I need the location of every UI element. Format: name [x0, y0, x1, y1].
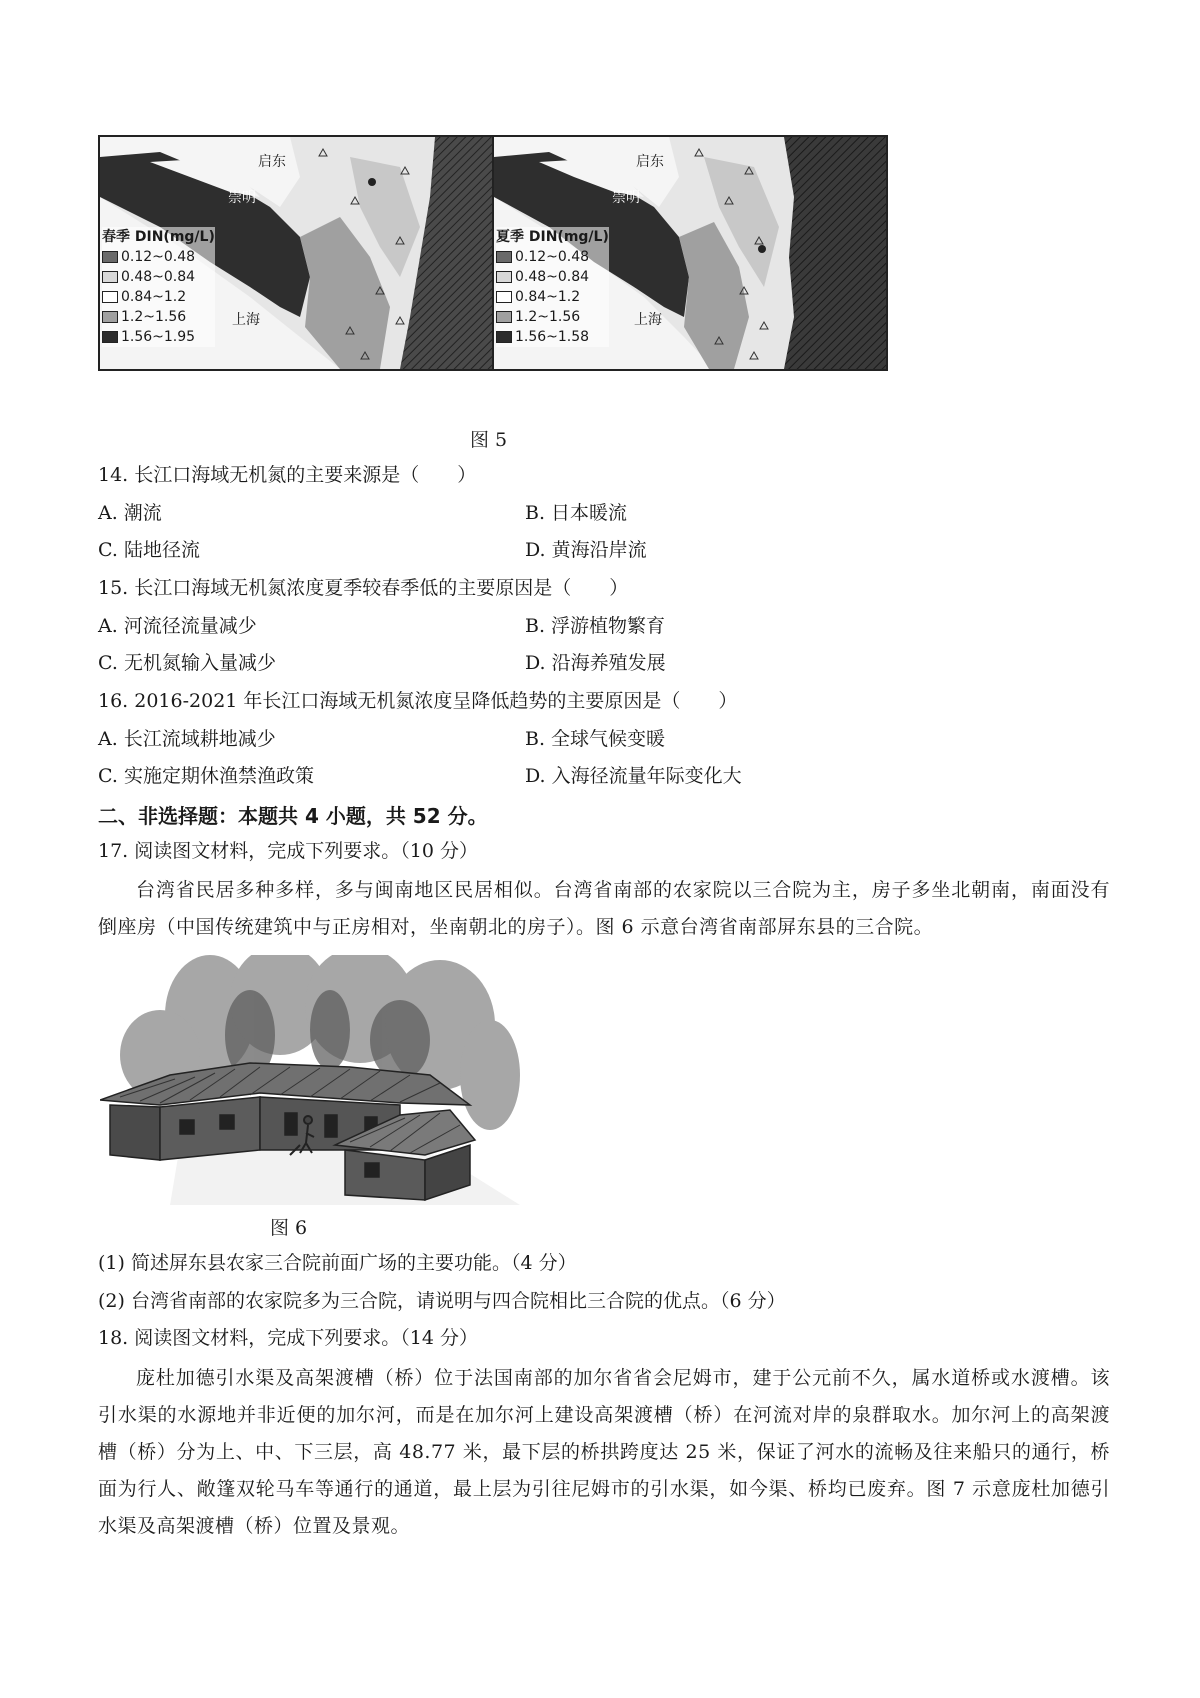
question-14-option-d: D. 黄海沿岸流 [525, 539, 647, 561]
legend-swatch [496, 311, 512, 323]
legend-swatch [102, 271, 118, 283]
question-18-title: 18. 阅读图文材料，完成下列要求。（14 分） [98, 1327, 478, 1349]
question-15-option-b: B. 浮游植物繁育 [525, 615, 666, 637]
place-qidong-summer: 启东 [636, 154, 664, 170]
legend-summer [496, 227, 609, 347]
figure-6-caption: 图 6 [270, 1217, 308, 1239]
legend-spring-item: 1.2~1.56 [102, 307, 215, 327]
legend-spring-item: 0.48~0.84 [102, 267, 215, 287]
place-qidong-spring: 启东 [258, 154, 286, 170]
figure-5-caption: 图 5 [470, 429, 508, 451]
legend-swatch [496, 291, 512, 303]
question-14-option-b: B. 日本暖流 [525, 502, 628, 524]
legend-spring-item: 0.12~0.48 [102, 247, 215, 267]
question-14-option-c: C. 陆地径流 [98, 539, 200, 561]
figure-6 [100, 955, 520, 1205]
question-16-option-b: B. 全球气候变暖 [525, 728, 666, 750]
place-shanghai-summer: 上海 [634, 312, 662, 328]
question-16-option-c: C. 实施定期休渔禁渔政策 [98, 765, 314, 787]
legend-swatch [102, 311, 118, 323]
question-14-stem: 14. 长江口海域无机氮的主要来源是（ ） [98, 464, 477, 486]
legend-summer-title: 夏季 DIN(mg/L) [496, 229, 609, 245]
legend-swatch [496, 251, 512, 263]
legend-spring-item: 0.84~1.2 [102, 287, 215, 307]
question-17-paragraph: 台湾省民居多种多样，多与闽南地区民居相似。台湾省南部的农家院以三合院为主，房子多坐北朝南，南面没有倒座房（中国传统建筑中与正房相对，坐南朝北的房子）。图 6 示意台湾省南部屏东县的三合院。 [98, 879, 1110, 938]
question-17-sub-2: (2) 台湾省南部的农家院多为三合院，请说明与四合院相比三合院的优点。（6 分） [98, 1290, 786, 1312]
question-15-option-c: C. 无机氮输入量减少 [98, 652, 276, 674]
question-15-option-d: D. 沿海养殖发展 [525, 652, 666, 674]
section-2-heading: 二、非选择题：本题共 4 小题，共 52 分。 [98, 804, 488, 828]
question-14-option-a: A. 潮流 [98, 502, 162, 524]
place-chongming-spring: 崇明 [228, 190, 256, 206]
map-summer [492, 135, 888, 371]
question-16-option-d: D. 入海径流量年际变化大 [525, 765, 742, 787]
question-15-stem: 15. 长江口海域无机氮浓度夏季较春季低的主要原因是（ ） [98, 577, 629, 599]
legend-swatch [496, 331, 512, 343]
question-17-sub-1: (1) 简述屏东县农家三合院前面广场的主要功能。（4 分） [98, 1252, 577, 1274]
legend-summer-item: 1.56~1.58 [496, 327, 609, 347]
legend-summer-item: 0.48~0.84 [496, 267, 609, 287]
legend-swatch [102, 291, 118, 303]
legend-swatch [496, 271, 512, 283]
legend-spring-item: 1.56~1.95 [102, 327, 215, 347]
figure-5 [98, 135, 888, 373]
legend-spring [102, 227, 215, 347]
map-spring [98, 135, 494, 371]
legend-summer-item: 0.84~1.2 [496, 287, 609, 307]
question-18-paragraph: 庞杜加德引水渠及高架渡槽（桥）位于法国南部的加尔省省会尼姆市，建于公元前不久，属水道桥或水渡槽。该引水渠的水源地并非近便的加尔河，而是在加尔河上建设高架渡槽（桥）在河流对岸的泉群取水。加尔河上的高架渡槽（桥）分为上、中、下三层，高 48.77 米，最下层的桥拱跨度达 25 米，保证了河水的流畅及往来船只的通行，桥面为行人、敞篷双轮马车等通行的通道，最上层为引往尼姆市的引水渠，如今渠、桥均已废弃。图 7 示意庞杜加德引水渠及高架渡槽（桥）位置及景观。 [98, 1367, 1110, 1537]
legend-swatch [102, 251, 118, 263]
legend-swatch [102, 331, 118, 343]
figure-6-graphic [100, 955, 520, 1205]
place-chongming-summer: 崇明 [612, 190, 640, 206]
question-16-stem: 16. 2016-2021 年长江口海域无机氮浓度呈降低趋势的主要原因是（ ） [98, 690, 738, 712]
question-16-option-a: A. 长江流域耕地减少 [98, 728, 276, 750]
legend-summer-item: 1.2~1.56 [496, 307, 609, 327]
place-shanghai-spring: 上海 [232, 312, 260, 328]
legend-summer-item: 0.12~0.48 [496, 247, 609, 267]
question-15-option-a: A. 河流径流量减少 [98, 615, 257, 637]
legend-spring-title: 春季 DIN(mg/L) [102, 229, 215, 245]
question-17-title: 17. 阅读图文材料，完成下列要求。（10 分） [98, 840, 478, 862]
